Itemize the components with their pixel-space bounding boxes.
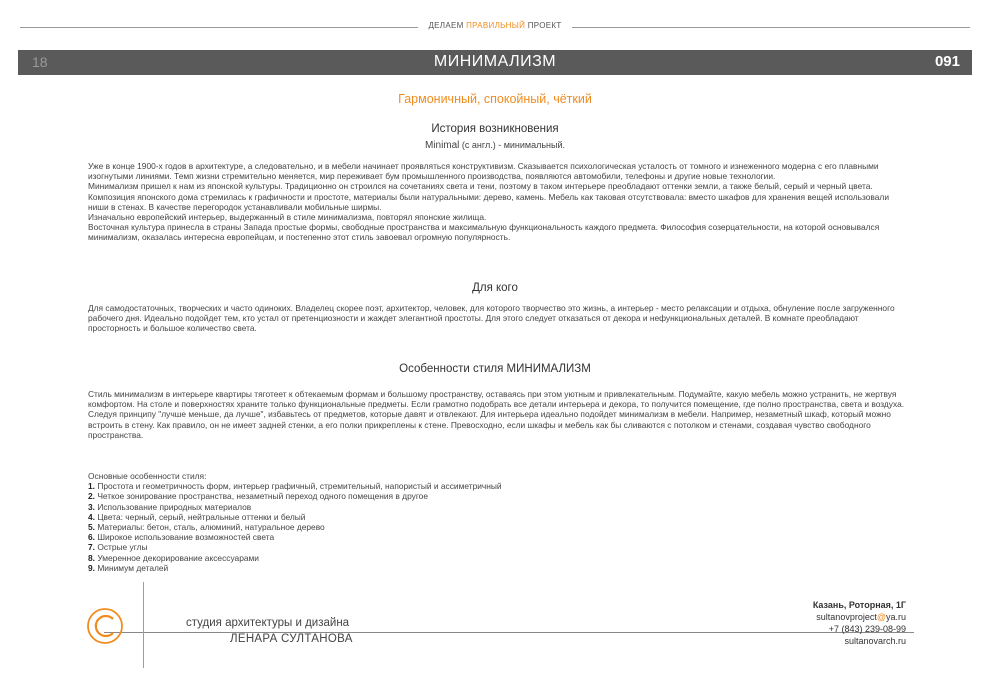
tagline-highlight: ПРАВИЛЬНЫЙ — [466, 21, 526, 30]
header-tagline — [0, 21, 990, 30]
circle-c-logo-icon — [86, 607, 124, 645]
footer-accent-line — [143, 582, 144, 668]
term-latin: Minimal — [424, 140, 460, 151]
page-number-right: 091 — [934, 53, 960, 70]
list-item: 3. Использование природных материалов — [88, 501, 252, 512]
history-paragraph: Уже в конце 1900-х годов в архитектуре, а следовательно, и в мебели начинает проявляться конструктивизм. Сказывается психологическая усталость от томного и изнеженного модерна с его плавными изогнутыми линиями. Темп жизни стремительно меняется, мир переживает бум промышленного производства, появляются автомобили, телефоны и другие новые технологии. Минимализм пришел к нам из японской культуры. Традиционно он строился на сочетаниях света и тени, поэтому в таком интерьере преобладают оттенки земли, а также белый, серый и черный цвета. Композиция японского дома стремилась к графичности и простоте, материалы были натуральными: дерево, камень. Мебель как таковая отсутствовала: вместо шкафов для хранения вещей использовали ниши в стенах. В качестве перегородок устанавливали мобильные ширмы. Изначально европейский интерьер, выдержанный в стиле минимализма, повторял японские жилища. Восточная культура принесла в страны Запада простые формы, свободные пространства и максимальную функциональность каждого предмета. Философия созерцательности, на которой основывался минимализм, оказалась интересна европейцам, и постепенно этот стиль завоевал огромную популярность. — [88, 161, 889, 243]
history-term — [0, 140, 990, 151]
studio-line-1: студия архитектуры и дизайна — [186, 617, 350, 629]
list-item: 1. Простота и геометричность форм, интерьер графичный, стремительный, напористый и ассиметричный — [88, 481, 502, 492]
term-note: (с англ.) - минимальный. — [459, 140, 566, 150]
history-heading: История возникновения — [431, 123, 559, 135]
audience-heading: Для кого — [472, 282, 518, 294]
studio-line-2: ЛЕНАРА СУЛТАНОВА — [230, 633, 353, 645]
list-intro: Основные особенности стиля: — [88, 471, 207, 481]
page-subtitle: Гармоничный, спокойный, чёткий — [398, 92, 592, 106]
list-item: 8. Умеренное декорирование аксессуарами — [88, 552, 259, 563]
title-band — [18, 50, 972, 75]
contacts-block — [813, 599, 906, 647]
features-paragraph: Стиль минимализм в интерьере квартиры тяготеет к обтекаемым формам и большому пространству, оставаясь при этом уютным и привлекательным. Подумайте, какую мебель можно устранить, не жертвуя комфортом. На столе и поверхностях храните только функциональные предметы. Если грамотно подобрать все детали интерьера и декора, то получится помещение, где полно пространства, света и воздуха. Следуя принципу "лучше меньше, да лучше", избавьтесь от предметов, которые давят и отвлекают. Для интерьера идеально подойдет минимализм в мебели. Например, незаметный шкаф, который можно встроить в стену. Как правило, он не имеет задней стенки, а его полки прикреплены к стене. Превосходно, если шкафы и мебель как бы сливаются с потолком и стенами, создавая чувство свободного пространства. — [88, 389, 905, 440]
email-link[interactable]: sultanovproject@ya.ru — [816, 612, 906, 622]
phone: +7 (843) 239-08-99 — [828, 624, 906, 634]
tagline-before: ДЕЛАЕМ — [428, 21, 464, 30]
website-link[interactable]: sultanovarch.ru — [844, 636, 906, 646]
audience-paragraph: Для самодостаточных, творческих и часто одиноких. Владелец скорее поэт, архитектор, человек, для которого творчество это жизнь, а интерьер - место релаксации и отдыха, обнуление после загруженного рабочего дня. Идеально подойдет тем, кто устал от претенциозности и жаждет элегантной простоты. Для этого следует отказаться от декора и нефункциональных деталей. В комнате преобладают просторность и большое количество света. — [88, 303, 895, 334]
list-item: 2. Четкое зонирование пространства, незаметный переход одного помещения в другое — [88, 491, 429, 502]
footer-rule — [104, 632, 914, 633]
list-item: 7. Острые углы — [88, 542, 148, 553]
features-heading: Особенности стиля МИНИМАЛИЗМ — [399, 363, 591, 375]
list-item: 6. Широкое использование возможностей света — [88, 532, 275, 543]
tagline-after: ПРОЕКТ — [527, 21, 562, 30]
list-item: 5. Материалы: бетон, сталь, алюминий, натуральное дерево — [88, 522, 325, 533]
address: Казань, Роторная, 1Г — [812, 600, 906, 610]
page-title: МИНИМАЛИЗМ — [433, 53, 557, 70]
list-item: 9. Минимум деталей — [88, 562, 169, 573]
features-list — [88, 471, 788, 573]
page-number-left: 18 — [32, 54, 48, 70]
list-item: 4. Цвета: черный, серый, нейтральные оттенки и белый — [88, 511, 306, 522]
